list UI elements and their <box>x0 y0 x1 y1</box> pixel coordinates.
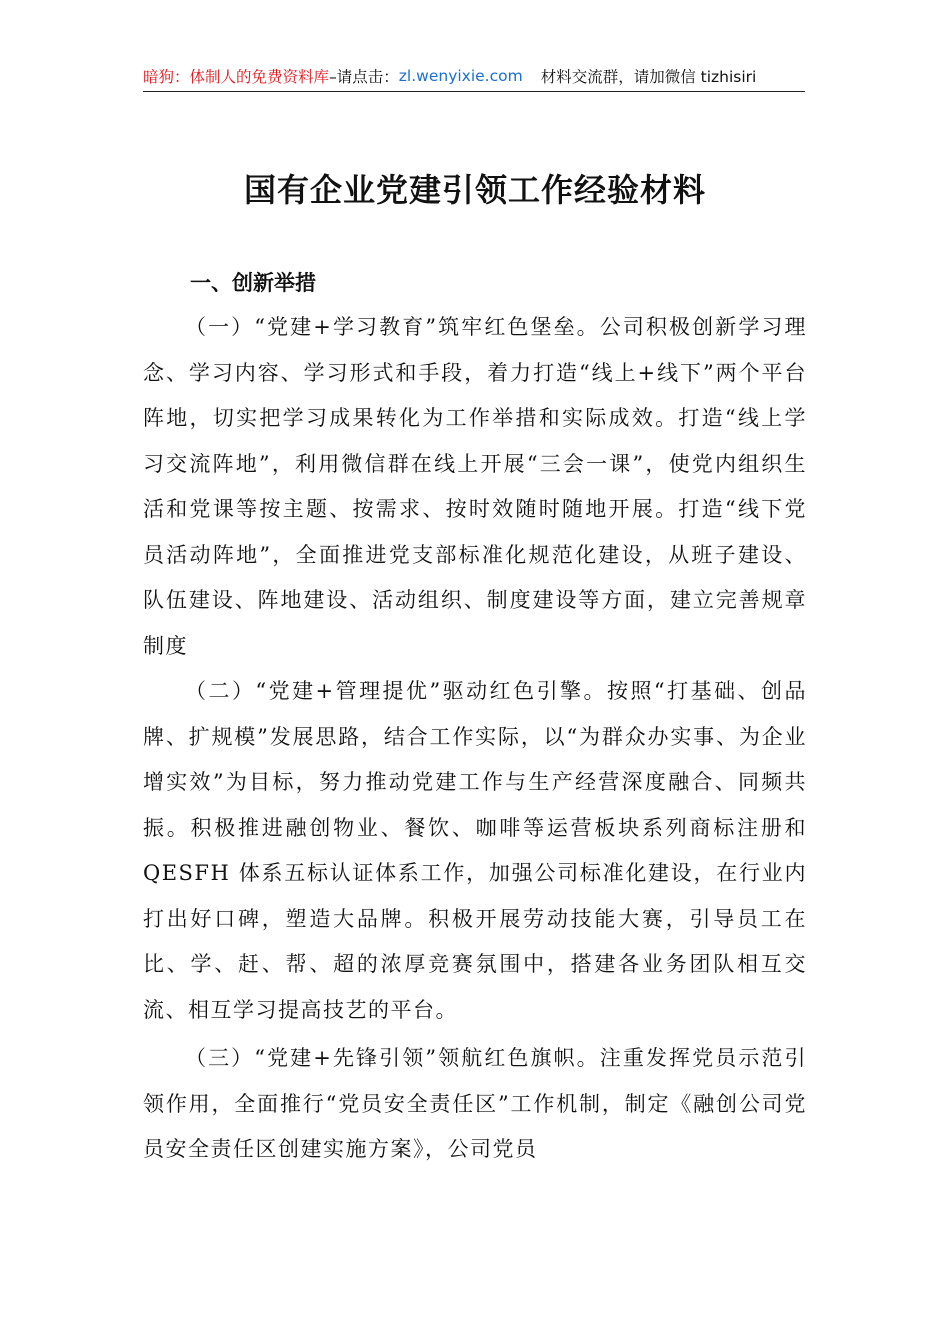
paragraph-2-lead: （二）“党建+管理提优”驱动红色引擎。 <box>185 679 607 703</box>
paragraph-1 <box>143 305 807 669</box>
paragraph-2 <box>143 669 807 1033</box>
header-link[interactable]: zl.wenyixie.com <box>398 66 523 85</box>
header-brand: 暗狗：体制人的免费资料库 <box>143 67 330 86</box>
watermark-header <box>143 60 805 92</box>
document-title: 国有企业党建引领工作经验材料 <box>243 171 706 209</box>
paragraph-3-body: 注重发挥党员示范引领作用，全面推行“党员安全责任区”工作机制，制定《融创公司党员安全责任区创建实施方案》，公司党员 <box>143 1046 807 1161</box>
header-contact: 材料交流群，请加微信 tizhisiri <box>540 67 757 86</box>
paragraph-1-body: 公司积极创新学习理念、学习内容、学习形式和手段，着力打造“线上+线下”两个平台阵地，切实把学习成果转化为工作举措和实际成效。打造“线上学习交流阵地”，利用微信群在线上开展“三会一课”，使党内组织生活和党课等按主题、按需求、按时效随时随地开展。打造“线下党员活动阵地”，全面推进党支部标准化规范化建设，从班子建设、队伍建设、阵地建设、活动组织、制度建设等方面，建立完善规章制度 <box>143 315 807 658</box>
paragraph-2-body: 按照“打基础、创品牌、扩规模”发展思路，结合工作实际，以“为群众办实事、为企业增实效”为目标，努力推动党建工作与生产经营深度融合、同频共振。积极推进融创物业、餐饮、咖啡等运营板块系列商标注册和 QESFH 体系五标认证体系工作，加强公司标准化建设，在行业内打出好口碑，塑造大品牌。积极开展劳动技能大赛，引导员工在比、学、赶、帮、超的浓厚竞赛氛围中，搭建各业务团队相互交流、相互学习提高技艺的平台。 <box>143 679 807 1022</box>
paragraph-3-lead: （三）“党建+先锋引领”领航红色旗帜。 <box>185 1046 600 1070</box>
paragraph-1-lead: （一）“党建+学习教育”筑牢红色堡垒。 <box>185 315 600 339</box>
document-body <box>143 305 807 1173</box>
section-heading: 一、创新举措 <box>190 271 316 295</box>
paragraph-3 <box>143 1036 807 1173</box>
header-prompt: –请点击： <box>329 67 399 86</box>
